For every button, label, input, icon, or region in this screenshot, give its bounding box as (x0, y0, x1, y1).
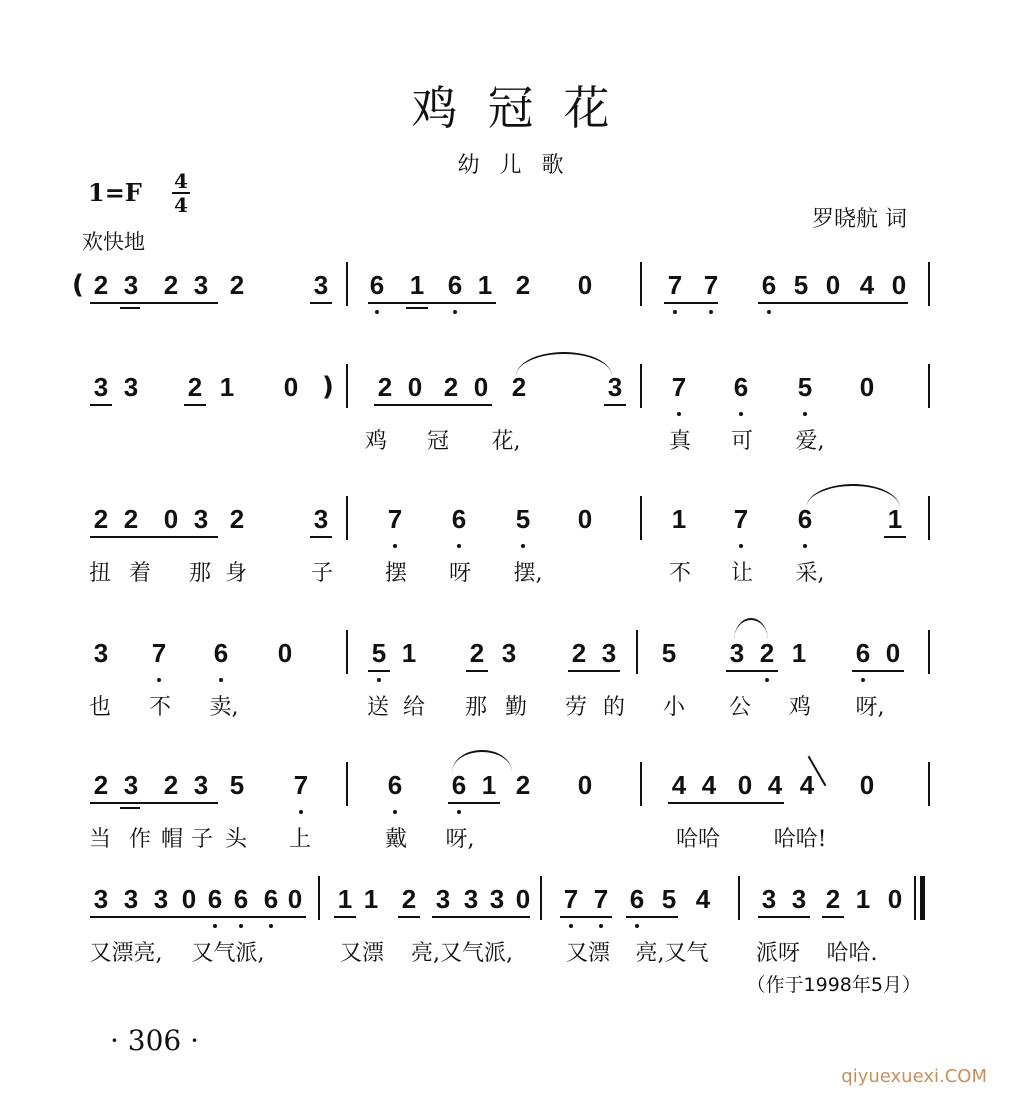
note: 0 (859, 372, 875, 402)
lyric: 摆 (384, 561, 407, 586)
lyric: 真 (668, 429, 691, 454)
lyric: 呀, (855, 695, 885, 720)
lyric: 派呀 (755, 941, 800, 966)
note: 7 (726, 504, 756, 535)
note: 1 (671, 504, 687, 534)
note: 3 (123, 770, 139, 800)
barline (346, 364, 348, 408)
note: 6 (206, 638, 236, 669)
note: 2 (163, 270, 179, 300)
lyric: 帽 (160, 827, 183, 852)
lyric: 又漂亮, (89, 941, 163, 966)
note: 2 (377, 372, 393, 402)
tempo-marking: 欢快地 (82, 230, 145, 254)
song-title: 鸡冠花 (411, 81, 640, 135)
note: 5 (508, 504, 538, 535)
lyric: 又漂 (339, 941, 384, 966)
score-row-2 (0, 372, 1021, 502)
lyric: 可 (730, 429, 753, 454)
lyric: 小 (662, 695, 685, 720)
note: 1 (219, 372, 235, 402)
barline (636, 630, 638, 674)
lyric: 也 (88, 695, 111, 720)
note: 6 (256, 884, 286, 915)
note: 0 (885, 638, 901, 668)
note: 7 (144, 638, 174, 669)
note: 4 (767, 770, 783, 800)
note: 3 (601, 638, 617, 668)
note: 0 (737, 770, 753, 800)
note: 2 (515, 270, 531, 300)
lyric: 头 (224, 827, 247, 852)
lyric: 哈哈. (826, 941, 878, 966)
note: 4 (671, 770, 687, 800)
lyric: 让 (730, 561, 753, 586)
note: 3 (123, 884, 139, 914)
note: 4 (695, 884, 711, 914)
barline (346, 630, 348, 674)
barline (738, 876, 740, 920)
key-signature: 1=F (88, 178, 142, 207)
barline (640, 364, 642, 408)
note: 3 (193, 270, 209, 300)
lyric: 呀, (445, 827, 475, 852)
lyric: 摆, (513, 561, 543, 586)
song-subtitle: 幼儿歌 (457, 153, 584, 178)
note: 2 (825, 884, 841, 914)
lyric: 的 (602, 695, 625, 720)
note: 3 (607, 372, 623, 402)
final-barline-thick (920, 876, 925, 920)
note: 1 (791, 638, 807, 668)
note: 2 (401, 884, 417, 914)
note: 3 (193, 504, 209, 534)
note: 4 (859, 270, 875, 300)
note: 2 (752, 638, 782, 669)
note: 5 (229, 770, 245, 800)
note: 0 (283, 372, 299, 402)
note: 6 (380, 770, 410, 801)
note: 7 (380, 504, 410, 535)
lyric: 鸡 (364, 429, 387, 454)
note: 3 (761, 884, 777, 914)
lyric: 扭 (88, 561, 111, 586)
note: 3 (153, 884, 169, 914)
note: 3 (791, 884, 807, 914)
lyric: 采, (795, 561, 825, 586)
note: 3 (123, 372, 139, 402)
lyric: 身 (224, 561, 247, 586)
note: 7 (556, 884, 586, 915)
note: 5 (661, 638, 677, 668)
note: 2 (511, 372, 527, 402)
note: 3 (489, 884, 505, 914)
note: 3 (93, 372, 109, 402)
note: 2 (229, 270, 245, 300)
note: 5 (793, 270, 809, 300)
note: 2 (93, 270, 109, 300)
note: 1 (887, 504, 903, 534)
lyric: 当 (88, 827, 111, 852)
note: 6 (754, 270, 784, 301)
barline (928, 630, 930, 674)
barline (318, 876, 320, 920)
note: 3 (313, 504, 329, 534)
lyric: 又气派, (191, 941, 265, 966)
note: 7 (660, 270, 690, 301)
note: 0 (825, 270, 841, 300)
note: 6 (444, 770, 474, 801)
barline (640, 762, 642, 806)
note: 6 (444, 504, 474, 535)
note: 2 (163, 770, 179, 800)
note: 2 (93, 770, 109, 800)
barline (346, 762, 348, 806)
note: 7 (664, 372, 694, 403)
barline (928, 762, 930, 806)
lyric: 冠 (426, 429, 449, 454)
note: 2 (123, 504, 139, 534)
note: 1 (855, 884, 871, 914)
note: 1 (477, 270, 493, 300)
note: 1 (409, 270, 425, 300)
lyric: 哈哈 (675, 827, 720, 852)
lyric: 给 (402, 695, 425, 720)
note: 0 (407, 372, 423, 402)
barline (346, 496, 348, 540)
note: 6 (790, 504, 820, 535)
note: 3 (313, 270, 329, 300)
note: 7 (286, 770, 316, 801)
note: 5 (790, 372, 820, 403)
note: 3 (463, 884, 479, 914)
lyric: 那 (188, 561, 211, 586)
note: 6 (200, 884, 230, 915)
note: 1 (363, 884, 379, 914)
note: 3 (193, 770, 209, 800)
note: 0 (577, 770, 593, 800)
note: 3 (435, 884, 451, 914)
note: 6 (226, 884, 256, 915)
note: 2 (93, 504, 109, 534)
note: 2 (443, 372, 459, 402)
lyric: 爱, (795, 429, 825, 454)
score-row-5 (0, 770, 1021, 900)
note: 7 (586, 884, 616, 915)
lyricist-credit: 罗晓航 词 (812, 207, 907, 232)
lyric: 那 (464, 695, 487, 720)
note: 2 (515, 770, 531, 800)
note: 2 (187, 372, 203, 402)
lyric: 哈哈! (773, 827, 827, 852)
note: 3 (93, 638, 109, 668)
note: 3 (729, 638, 745, 668)
lyric: 不 (668, 561, 691, 586)
lyric: 子 (310, 561, 333, 586)
time-signature (170, 170, 192, 216)
lyric: 公 (728, 695, 751, 720)
note: 6 (848, 638, 878, 669)
score-row-3 (0, 504, 1021, 634)
lyric: 花, (491, 429, 521, 454)
note: 6 (622, 884, 652, 915)
lyric: 亮,又气派, (411, 941, 513, 966)
note: 4 (701, 770, 717, 800)
note: 6 (726, 372, 756, 403)
barline (928, 364, 930, 408)
lyric: 卖, (209, 695, 239, 720)
lyric: 鸡 (788, 695, 811, 720)
note: 0 (859, 770, 875, 800)
note: 1 (337, 884, 353, 914)
note: 4 (799, 770, 815, 800)
open-paren: ( (72, 270, 84, 300)
lyric: 着 (128, 561, 151, 586)
note: 1 (401, 638, 417, 668)
lyric: 不 (148, 695, 171, 720)
note: 5 (661, 884, 677, 914)
note: 6 (362, 270, 392, 301)
lyric: 送 (366, 695, 389, 720)
barline (928, 496, 930, 540)
lyric: 戴 (384, 827, 407, 852)
barline (640, 262, 642, 306)
final-barline-thin (914, 876, 916, 920)
lyric: 上 (288, 827, 311, 852)
score-row-4 (0, 638, 1021, 768)
barline (540, 876, 542, 920)
composition-date: （作于1998年5月） (746, 974, 921, 996)
lyric: 勤 (504, 695, 527, 720)
note: 3 (123, 270, 139, 300)
lyric: 子 (190, 827, 213, 852)
note: 0 (287, 884, 303, 914)
note: 0 (277, 638, 293, 668)
note: 0 (887, 884, 903, 914)
lyric: 劳 (564, 695, 587, 720)
note: 0 (891, 270, 907, 300)
time-signature-bottom: 4 (174, 193, 188, 217)
note: 6 (440, 270, 470, 301)
note: 0 (163, 504, 179, 534)
lyric: 又漂 (565, 941, 610, 966)
note: 2 (469, 638, 485, 668)
note: 0 (577, 270, 593, 300)
barline (928, 262, 930, 306)
note: 7 (696, 270, 726, 301)
note: 0 (577, 504, 593, 534)
note: 0 (515, 884, 531, 914)
page-number: · 306 · (110, 1024, 200, 1057)
note: 2 (571, 638, 587, 668)
time-signature-top: 4 (174, 169, 188, 193)
note: 5 (364, 638, 394, 669)
barline (640, 496, 642, 540)
lyric: 作 (128, 827, 151, 852)
note: 1 (481, 770, 497, 800)
note: 0 (181, 884, 197, 914)
site-watermark: qiyuexuexi.COM (841, 1066, 987, 1087)
note: 2 (229, 504, 245, 534)
note: 3 (501, 638, 517, 668)
note: 0 (473, 372, 489, 402)
close-paren: ) (322, 372, 334, 402)
lyric: 亮,又气 (635, 941, 709, 966)
lyric: 呀 (448, 561, 471, 586)
note: 3 (93, 884, 109, 914)
barline (346, 262, 348, 306)
